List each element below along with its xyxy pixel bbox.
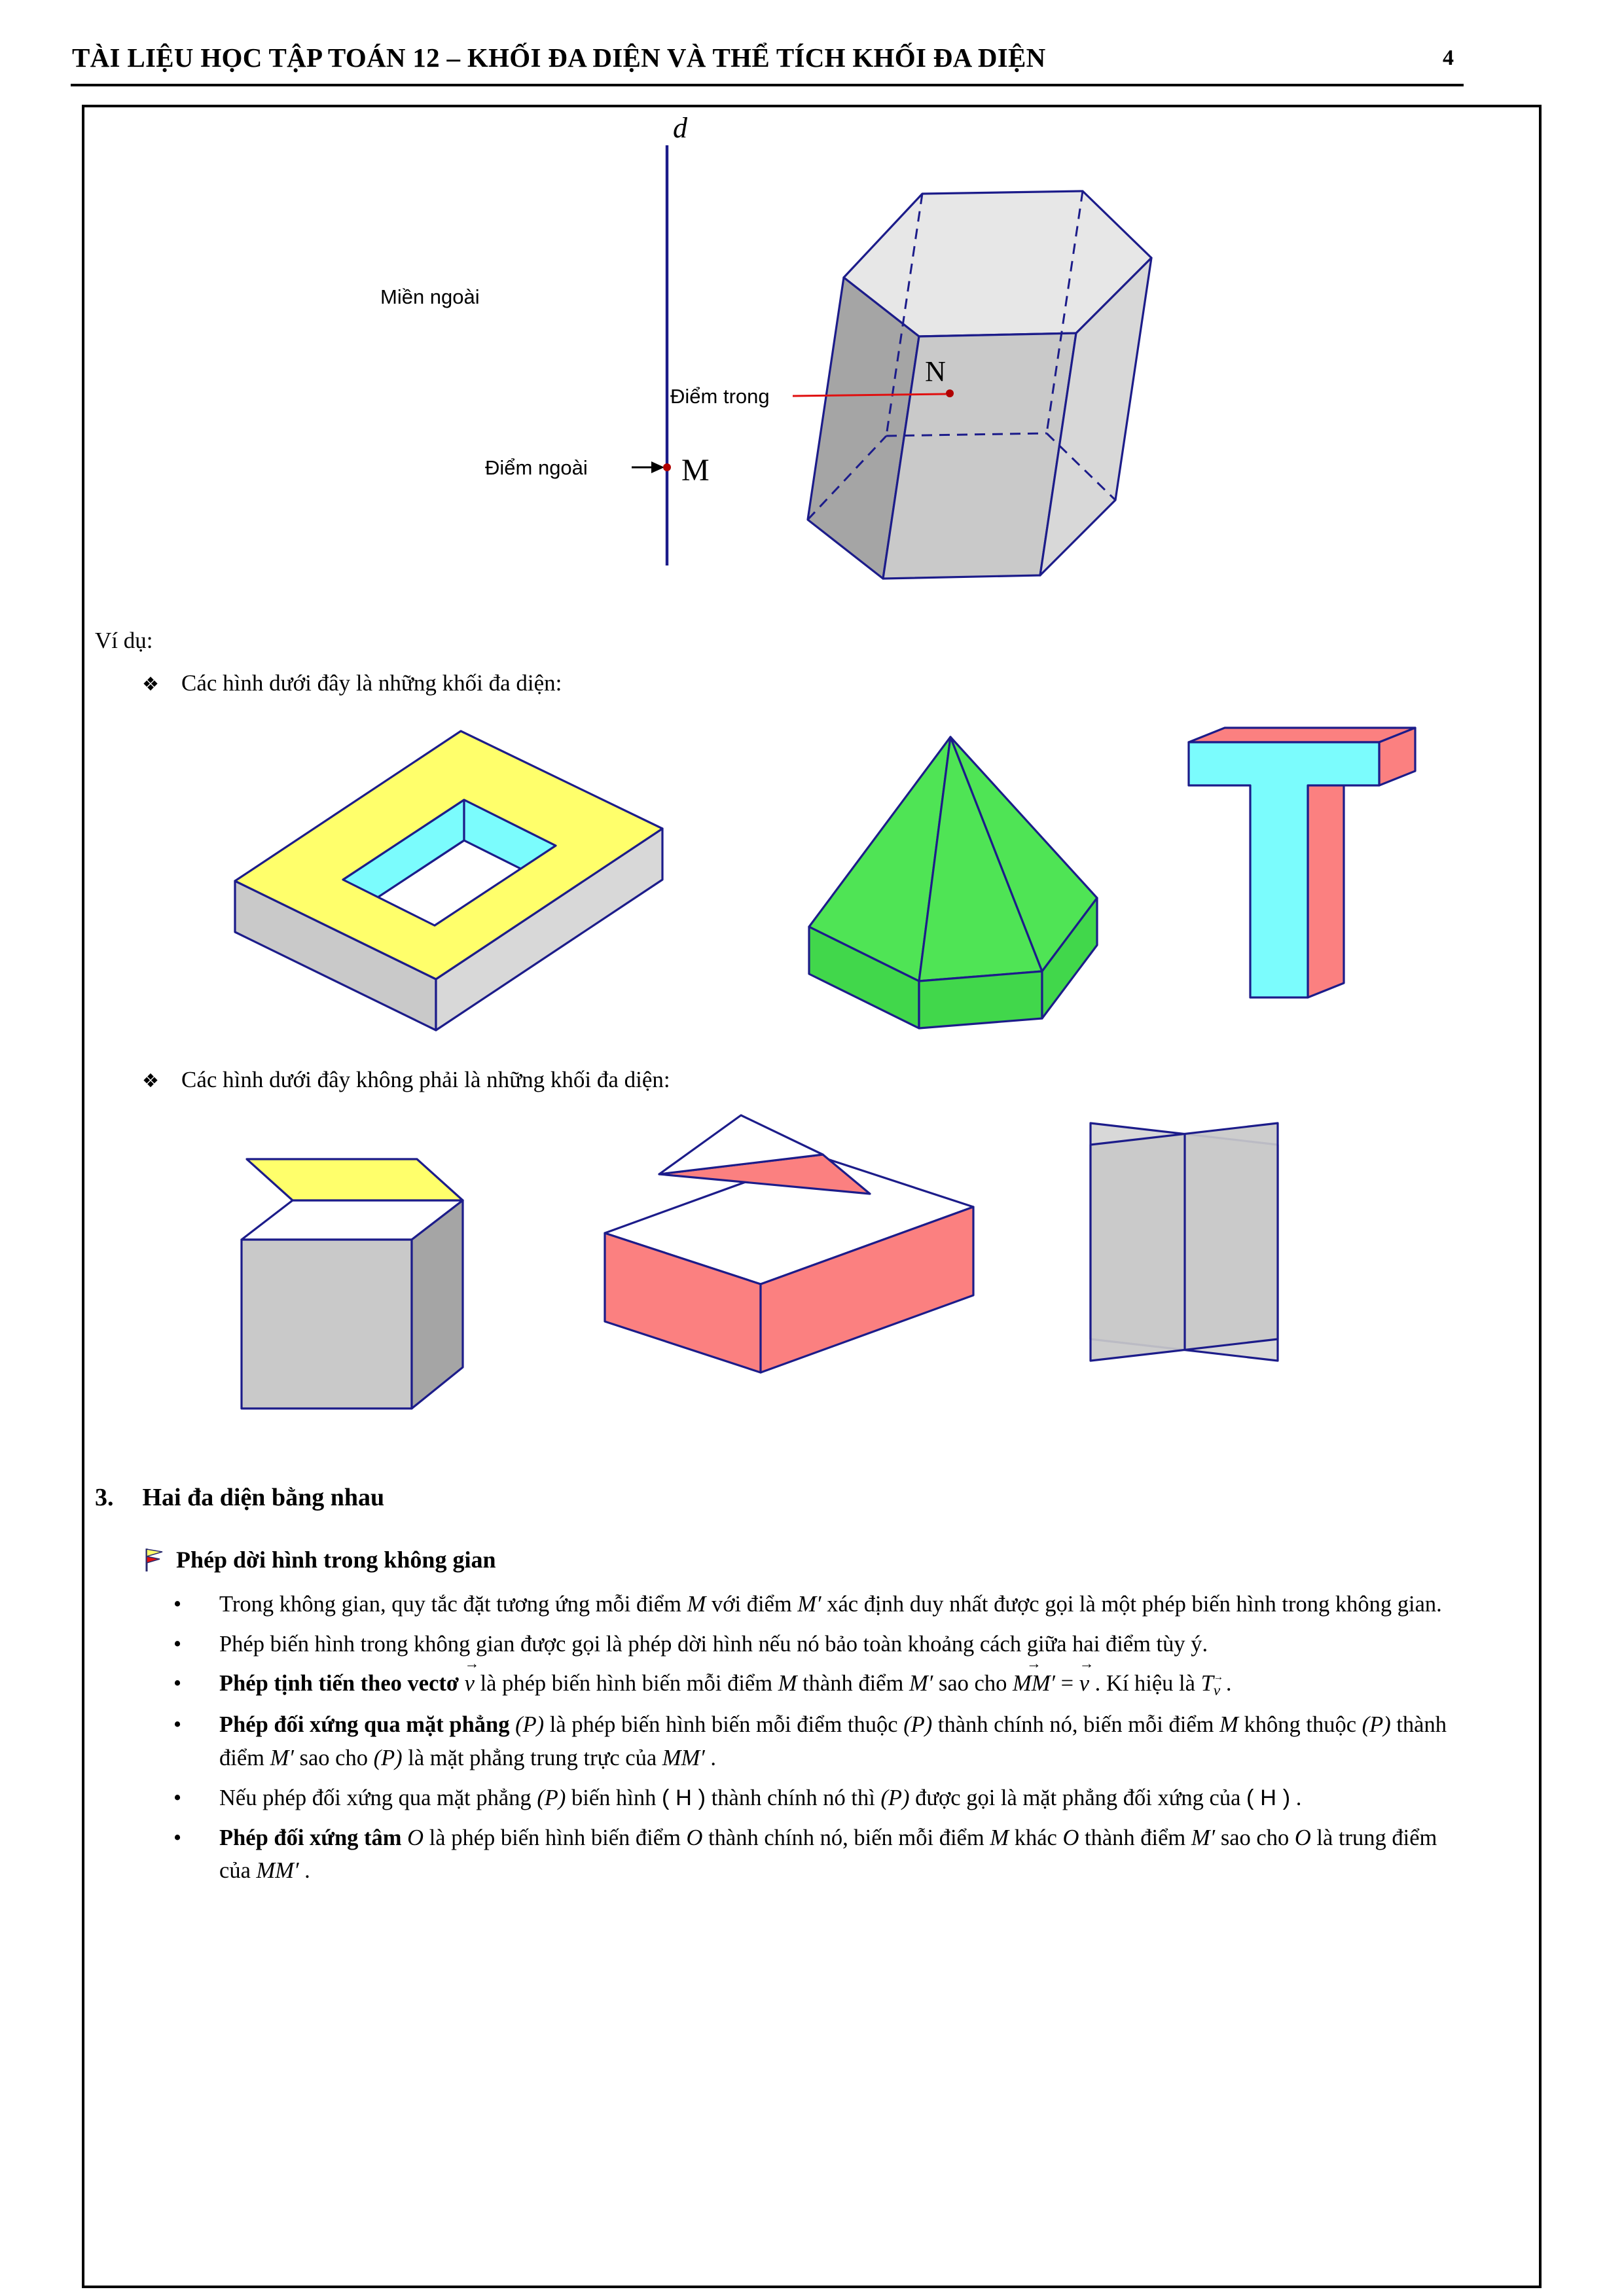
box-lid-flap (247, 1159, 463, 1200)
polyhedra-examples-figure (84, 723, 1539, 1037)
section-heading (95, 1483, 384, 1512)
flag-icon (142, 1547, 164, 1573)
label-m: M (681, 453, 710, 488)
rule-item: • Phép tịnh tiến theo vectơ v → là phép biến hình biến mỗi điểm M thành điểm M′ sao cho MM′ → = v → . Kí hiệu là Tv → . (162, 1667, 1460, 1702)
t-top-face (1189, 728, 1415, 742)
label-outer-region: Miền ngoài (380, 285, 480, 308)
frame-solid (235, 731, 662, 1030)
header-rule (71, 84, 1464, 86)
diamond-bullet-icon: ❖ (142, 673, 159, 695)
example-bullet-1 (142, 670, 562, 696)
subsection-heading (142, 1546, 496, 1573)
label-d: d (673, 112, 687, 144)
interior-exterior-figure (84, 107, 1539, 611)
open-box-solid (242, 1159, 463, 1408)
arrow-head-icon (651, 461, 664, 473)
example-bullet-2-text: Các hình dưới đây không phải là những khối đa diện: (181, 1067, 670, 1092)
t-stem-side (1308, 771, 1344, 997)
t-solid (1189, 728, 1415, 997)
hexagonal-prism (808, 191, 1151, 579)
example-bullet-1-text: Các hình dưới đây là những khối đa diện: (181, 670, 562, 696)
subsection-title: Phép dời hình trong không gian (176, 1547, 496, 1573)
example-bullet-2 (142, 1067, 670, 1093)
label-n: N (925, 355, 946, 387)
rule-item: • Phép đối xứng tâm O là phép biến hình biến điểm O thành chính nó, biến mỗi điểm M khác O thành điểm M′ sao cho O là trung điểm của MM′ . (162, 1821, 1460, 1888)
content-box (82, 105, 1542, 2288)
rule-item: • Nếu phép đối xứng qua mặt phẳng (P) biến hình ( H ) thành chính nó thì (P) được gọi là mặt phẳng đối xứng của ( H ) . (162, 1782, 1460, 1815)
pyramid-base-band (919, 971, 1042, 1028)
transform-rules-list (162, 1588, 1460, 1894)
pyramid-solid (809, 737, 1097, 1028)
rule-item: • Phép đối xứng qua mặt phẳng (P) là phép biến hình biến mỗi điểm thuộc (P) thành chính nó, biến mỗi điểm M không thuộc (P) thành điểm M′ sao cho (P) là mặt phẳng trung trực của MM′ . (162, 1708, 1460, 1774)
box-front-face (242, 1240, 412, 1408)
rule-item: • Phép biến hình trong không gian được gọi là phép dời hình nếu nó bảo toàn khoảng cách giữa hai điểm tùy ý. (162, 1628, 1460, 1661)
section-number: 3. (95, 1484, 114, 1511)
header-title: TÀI LIỆU HỌC TẬP TOÁN 12 – KHỐI ĐA DIỆN VÀ THỂ TÍCH KHỐI ĐA DIỆN (72, 43, 1046, 73)
label-outer-point: Điểm ngoài (485, 456, 588, 479)
rule-item: • Trong không gian, quy tắc đặt tương ứng mỗi điểm M với điểm M′ xác định duy nhất được gọi là một phép biến hình trong không gian. (162, 1588, 1460, 1621)
point-n-dot (946, 389, 954, 397)
t-front-face (1189, 742, 1379, 997)
non-polyhedra-examples-figure (84, 1109, 1539, 1423)
section-title: Hai đa diện bằng nhau (142, 1484, 385, 1511)
page-number: 4 (1443, 46, 1454, 70)
point-m-dot (663, 463, 671, 471)
example-intro: Ví dụ: (95, 628, 153, 653)
red-slab-solid (605, 1115, 973, 1372)
diamond-bullet-icon: ❖ (142, 1069, 159, 1092)
crossed-planes (1091, 1123, 1278, 1361)
label-inner-point: Điểm trong (670, 385, 770, 408)
